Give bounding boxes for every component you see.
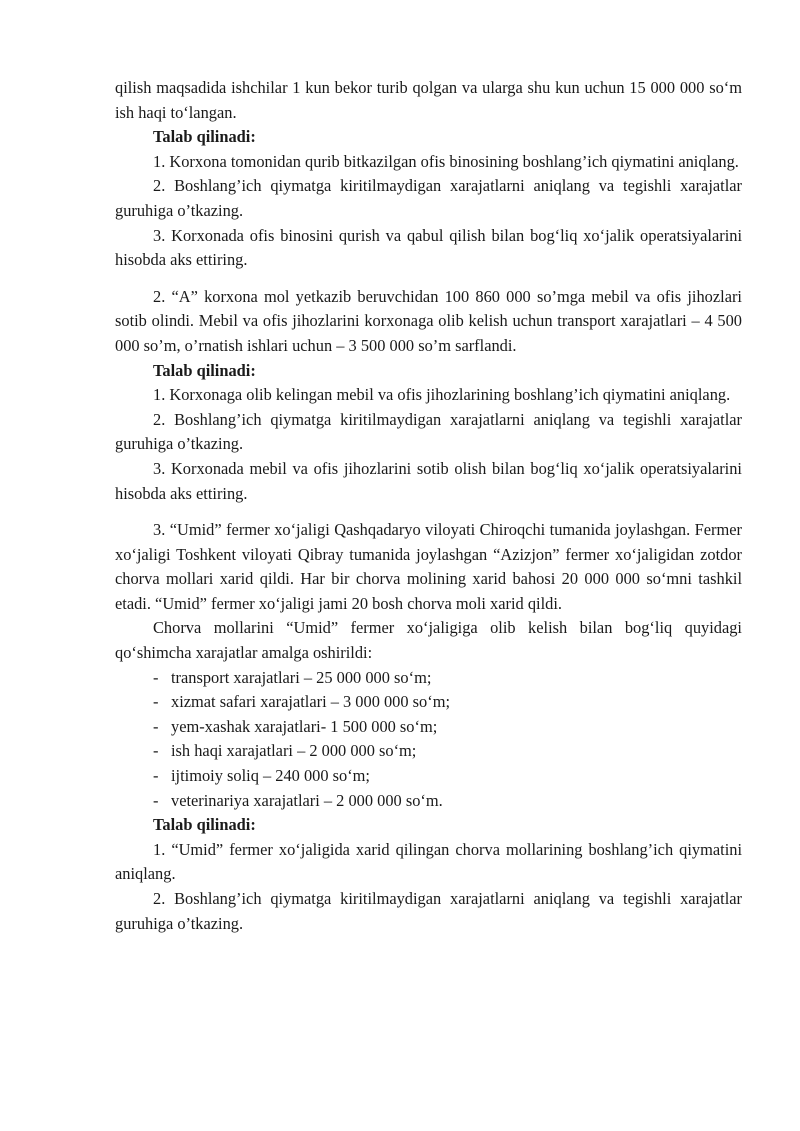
list-item (115, 789, 742, 814)
task2-item-2: 2. Boshlang’ich qiymatga kiritilmaydigan xarajatlarni aniqlang va tegishli xarajatlar guruhiga o’tkazing. (115, 409, 742, 454)
list-marker: - (153, 741, 159, 761)
section-gap (115, 506, 742, 518)
list-item (115, 690, 742, 715)
intro-paragraph: qilish maqsadida ishchilar 1 kun bekor turib qolgan va ularga shu kun uchun 15 000 000 so‘m ish haqi to‘langan. (115, 78, 742, 122)
list-item-text: xizmat safari xarajatlari – 3 000 000 so‘m; (171, 692, 451, 712)
list-item-text: yem-xashak xarajatlari- 1 500 000 so‘m; (171, 716, 438, 736)
problem2-paragraph: 2. “A” korxona mol yetkazib beruvchidan 100 860 000 so’mga mebil va ofis jihozlari sotib olindi. Mebil va ofis jihozlarini korxonaga olib kelish uchun transport xarajatlari – 4 500 000 so’m, o’rnatish ishlari uchun – 3 500 000 so’m sarflandi. (115, 286, 742, 355)
list-item-text: transport xarajatlari – 25 000 000 so‘m; (171, 667, 432, 687)
problem3-paragraph: 3. “Umid” fermer xo‘jaligi Qashqadaryo viloyati Chiroqchi tumanida joylashgan. Fermer xo‘jaligi Toshkent viloyati Qibray tumanida joylashgan “Azizjon” fermer xo‘jaligidan zotdor chorva mollari xarid qildi. Har bir chorva molining xarid bahosi 20 000 000 so‘mni tashkil etadi. “Umid” fermer xo‘jaligi jami 20 bosh chorva moli xarid qildi. (115, 520, 742, 613)
list-marker: - (153, 716, 159, 736)
required-heading-3: Talab qilinadi: (153, 815, 256, 835)
task1-item-2: 2. Boshlang’ich qiymatga kiritilmaydigan xarajatlarni aniqlang va tegishli xarajatlar guruhiga o’tkazing. (115, 176, 742, 220)
problem3-costs-intro: Chorva mollarini “Umid” fermer xo‘jaligiga olib kelish bilan bog‘liq quyidagi qo‘shimcha xarajatlar amalga oshirildi: (115, 618, 742, 663)
section-gap (115, 273, 742, 285)
list-item (115, 666, 742, 691)
costs-list (115, 666, 742, 814)
list-item (115, 715, 742, 740)
task2-item-1: 1. Korxonaga olib kelingan mebil va ofis jihozlarining boshlang’ich qiymatini aniqlang. (153, 385, 731, 405)
list-item (115, 764, 742, 789)
task1-item-1: 1. Korxona tomonidan qurib bitkazilgan ofis binosining boshlang’ich qiymatini aniqlang. (153, 151, 739, 171)
list-item (115, 739, 742, 764)
list-marker: - (153, 667, 159, 687)
task3-item-2: 2. Boshlang’ich qiymatga kiritilmaydigan xarajatlarni aniqlang va tegishli xarajatlar guruhiga o’tkazing. (115, 889, 742, 933)
task3-item-1: 1. “Umid” fermer xo‘jaligida xarid qilingan chorva mollarining boshlang’ich qiymatini aniqlang. (115, 839, 742, 884)
list-marker: - (153, 766, 159, 786)
list-marker: - (153, 790, 159, 810)
list-item-text: ijtimoiy soliq – 240 000 so‘m; (171, 766, 370, 786)
required-heading-2: Talab qilinadi: (153, 360, 256, 380)
task2-item-3: 3. Korxonada mebil va ofis jihozlarini sotib olish bilan bog‘liq xo‘jalik operatsiyalarini hisobda aks ettiring. (115, 458, 742, 503)
required-heading-1: Talab qilinadi: (153, 127, 256, 147)
list-marker: - (153, 692, 159, 712)
task1-item-3: 3. Korxonada ofis binosini qurish va qabul qilish bilan bog‘liq xo‘jalik operatsiyalarini hisobda aks ettiring. (115, 225, 742, 270)
list-item-text: ish haqi xarajatlari – 2 000 000 so‘m; (171, 741, 417, 761)
document-page (115, 76, 742, 936)
list-item-text: veterinariya xarajatlari – 2 000 000 so‘m. (171, 790, 443, 810)
